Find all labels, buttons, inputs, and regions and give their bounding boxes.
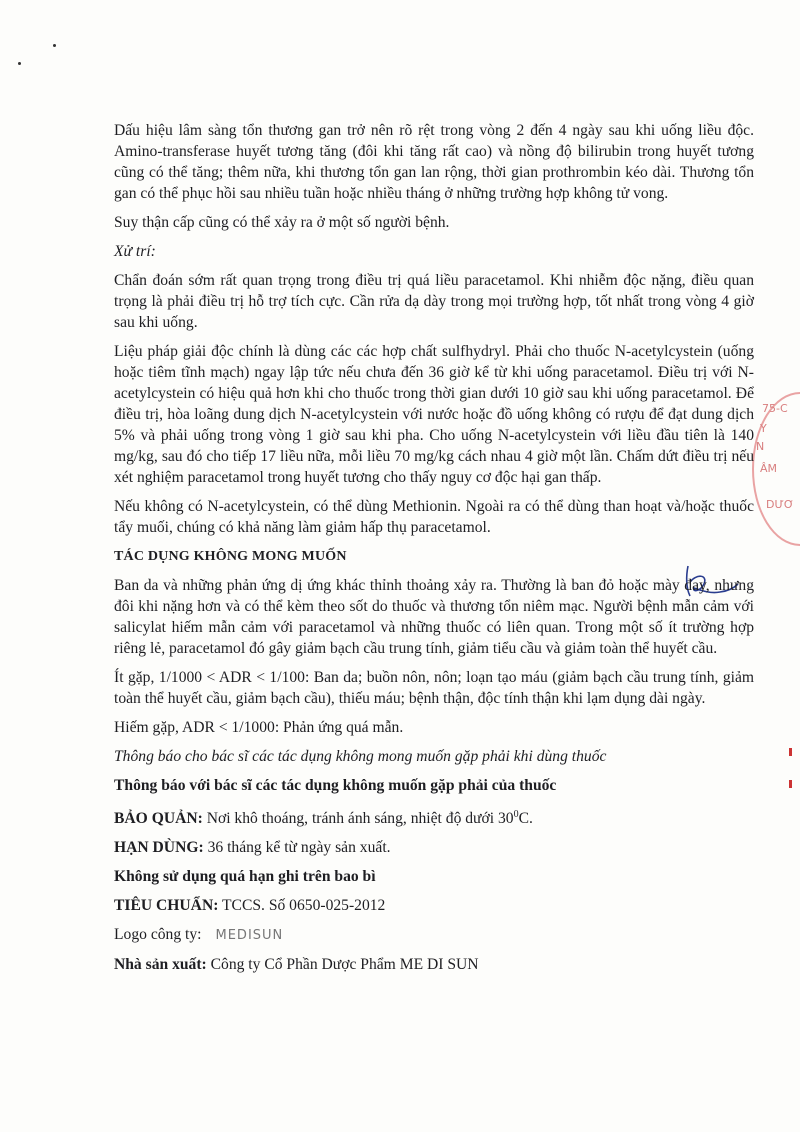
stamp-text-fragment: N [756,440,765,453]
paragraph-uncommon-adr: Ít gặp, 1/1000 < ADR < 1/100: Ban da; buồn nôn, nôn; loạn tạo máu (giảm bạch cầu trung tính, giảm toàn thể huyết cầu, giảm bạch cầu), thiếu máu; bệnh thận, độc tính thận khi lạm dụng dài ngày. [114,669,754,707]
expiry-text: 36 tháng kể từ ngày sản xuất. [203,839,391,857]
paragraph-early-diagnosis: Chẩn đoán sớm rất quan trọng trong điều trị quá liều paracetamol. Khi nhiễm độc nặng, điều quan trọng là phải điều trị hỗ trợ tích cực. Cần rửa dạ dày trong mọi trường hợp, tốt nhất trong vòng 4 giờ sau khi uống. [114,272,754,331]
company-logo: MEDISUN [215,928,284,944]
treatment-label: Xử trí: [114,243,156,260]
standard-line [114,895,754,916]
storage-line [114,804,754,829]
storage-label: BẢO QUẢN: [114,810,203,828]
standard-text: TCCS. Số 0650-025-2012 [218,897,386,915]
scan-speck [18,62,21,65]
no-use-notice: Không sử dụng quá hạn ghi trên bao bì [114,868,376,886]
notice-bold: Thông báo với bác sĩ các tác dụng không muốn gặp phải của thuốc [114,777,557,794]
stamp-text-fragment: 75-C [762,402,788,415]
company-seal-stamp [752,392,800,546]
storage-unit: C. [518,810,533,828]
manufacturer-line [114,954,754,975]
storage-degree: 0 [513,809,519,820]
storage-text: Nơi khô thoáng, tránh ánh sáng, nhiệt độ dưới 30 [202,810,514,828]
stamp-text-fragment: DƯƠ [766,498,794,511]
stamp-text-fragment: Y [760,422,767,435]
leaflet-page [114,120,754,975]
stamp-text-fragment: ÂM [760,462,778,475]
paragraph-detox-therapy: Liệu pháp giải độc chính là dùng các các hợp chất sulfhydryl. Phải cho thuốc N-acetylcystein (uống hoặc tiêm tĩnh mạch) ngay lập tức nếu chưa đến 36 giờ kể từ khi uống paracetamol. Điều trị với N-acetylcystein có hiệu quả hơn khi cho thuốc trong thời gian dưới 10 giờ sau khi uống paracetamol. Để điều trị, hòa loãng dung dịch N-acetylcystein với nước hoặc đồ uống không có rượu để đạt dung dịch 5% và phải uống trong vòng 1 giờ sau khi pha. Cho uống N-acetylcystein với liều đầu tiên là 140 mg/kg, sau đó cho tiếp 17 liều nữa, mỗi liều 70 mg/kg cách nhau 4 giờ một lần. Chấm dứt điều trị nếu xét nghiệm paracetamol trong huyết tương cho thấy nguy cơ độc hại gan thấp. [114,343,754,486]
margin-mark [789,780,792,788]
scan-speck [53,44,56,47]
manufacturer-label: Nhà sản xuất: [114,956,207,974]
standard-label: TIÊU CHUẨN: [114,897,219,915]
expiry-line [114,837,754,858]
side-effects-heading: TÁC DỤNG KHÔNG MONG MUỐN [114,549,347,564]
margin-mark [789,748,792,756]
paragraph-rare-adr: Hiếm gặp, ADR < 1/1000: Phản ứng quá mẫn. [114,719,404,736]
expiry-label: HẠN DÙNG: [114,839,204,857]
logo-label: Logo công ty: [114,926,202,944]
notice-italic: Thông báo cho bác sĩ các tác dụng không mong muốn gặp phải khi dùng thuốc [114,748,607,765]
paragraph-methionin: Nếu không có N-acetylcystein, có thể dùng Methionin. Ngoài ra có thể dùng than hoạt và/hoặc thuốc tẩy muối, chúng có khả năng làm giảm hấp thụ paracetamol. [114,498,754,536]
paragraph-skin-reactions: Ban da và những phản ứng dị ứng khác thỉnh thoảng xảy ra. Thường là ban đỏ hoặc mày đay, nhưng đôi khi nặng hơn và có thể kèm theo sốt do thuốc và thương tổn niêm mạc. Người bệnh mẫn cảm với salicylat hiếm mẫn cảm với paracetamol và những thuốc có liên quan. Trong một số ít trường hợp riêng lẻ, paracetamol đó gây giảm bạch cầu trung tính, giảm tiểu cầu và giảm toàn thể huyết cầu. [114,577,754,657]
logo-line [114,924,754,946]
manufacturer-text: Công ty Cổ Phần Dược Phẩm ME DI SUN [206,956,479,974]
paragraph-renal-failure: Suy thận cấp cũng có thể xảy ra ở một số người bệnh. [114,214,450,231]
paragraph-liver-damage: Dấu hiệu lâm sàng tổn thương gan trở nên rõ rệt trong vòng 2 đến 4 ngày sau khi uống liều độc. Amino-transferase huyết tương tăng (đôi khi tăng rất cao) và nồng độ bilirubin trong huyết tương cũng có thể tăng; thêm nữa, khi thương tổn gan lan rộng, thời gian prothrombin kéo dài. Thương tổn gan có thể phục hồi sau nhiều tuần hoặc nhiều tháng ở những trường hợp không tử vong. [114,122,754,202]
